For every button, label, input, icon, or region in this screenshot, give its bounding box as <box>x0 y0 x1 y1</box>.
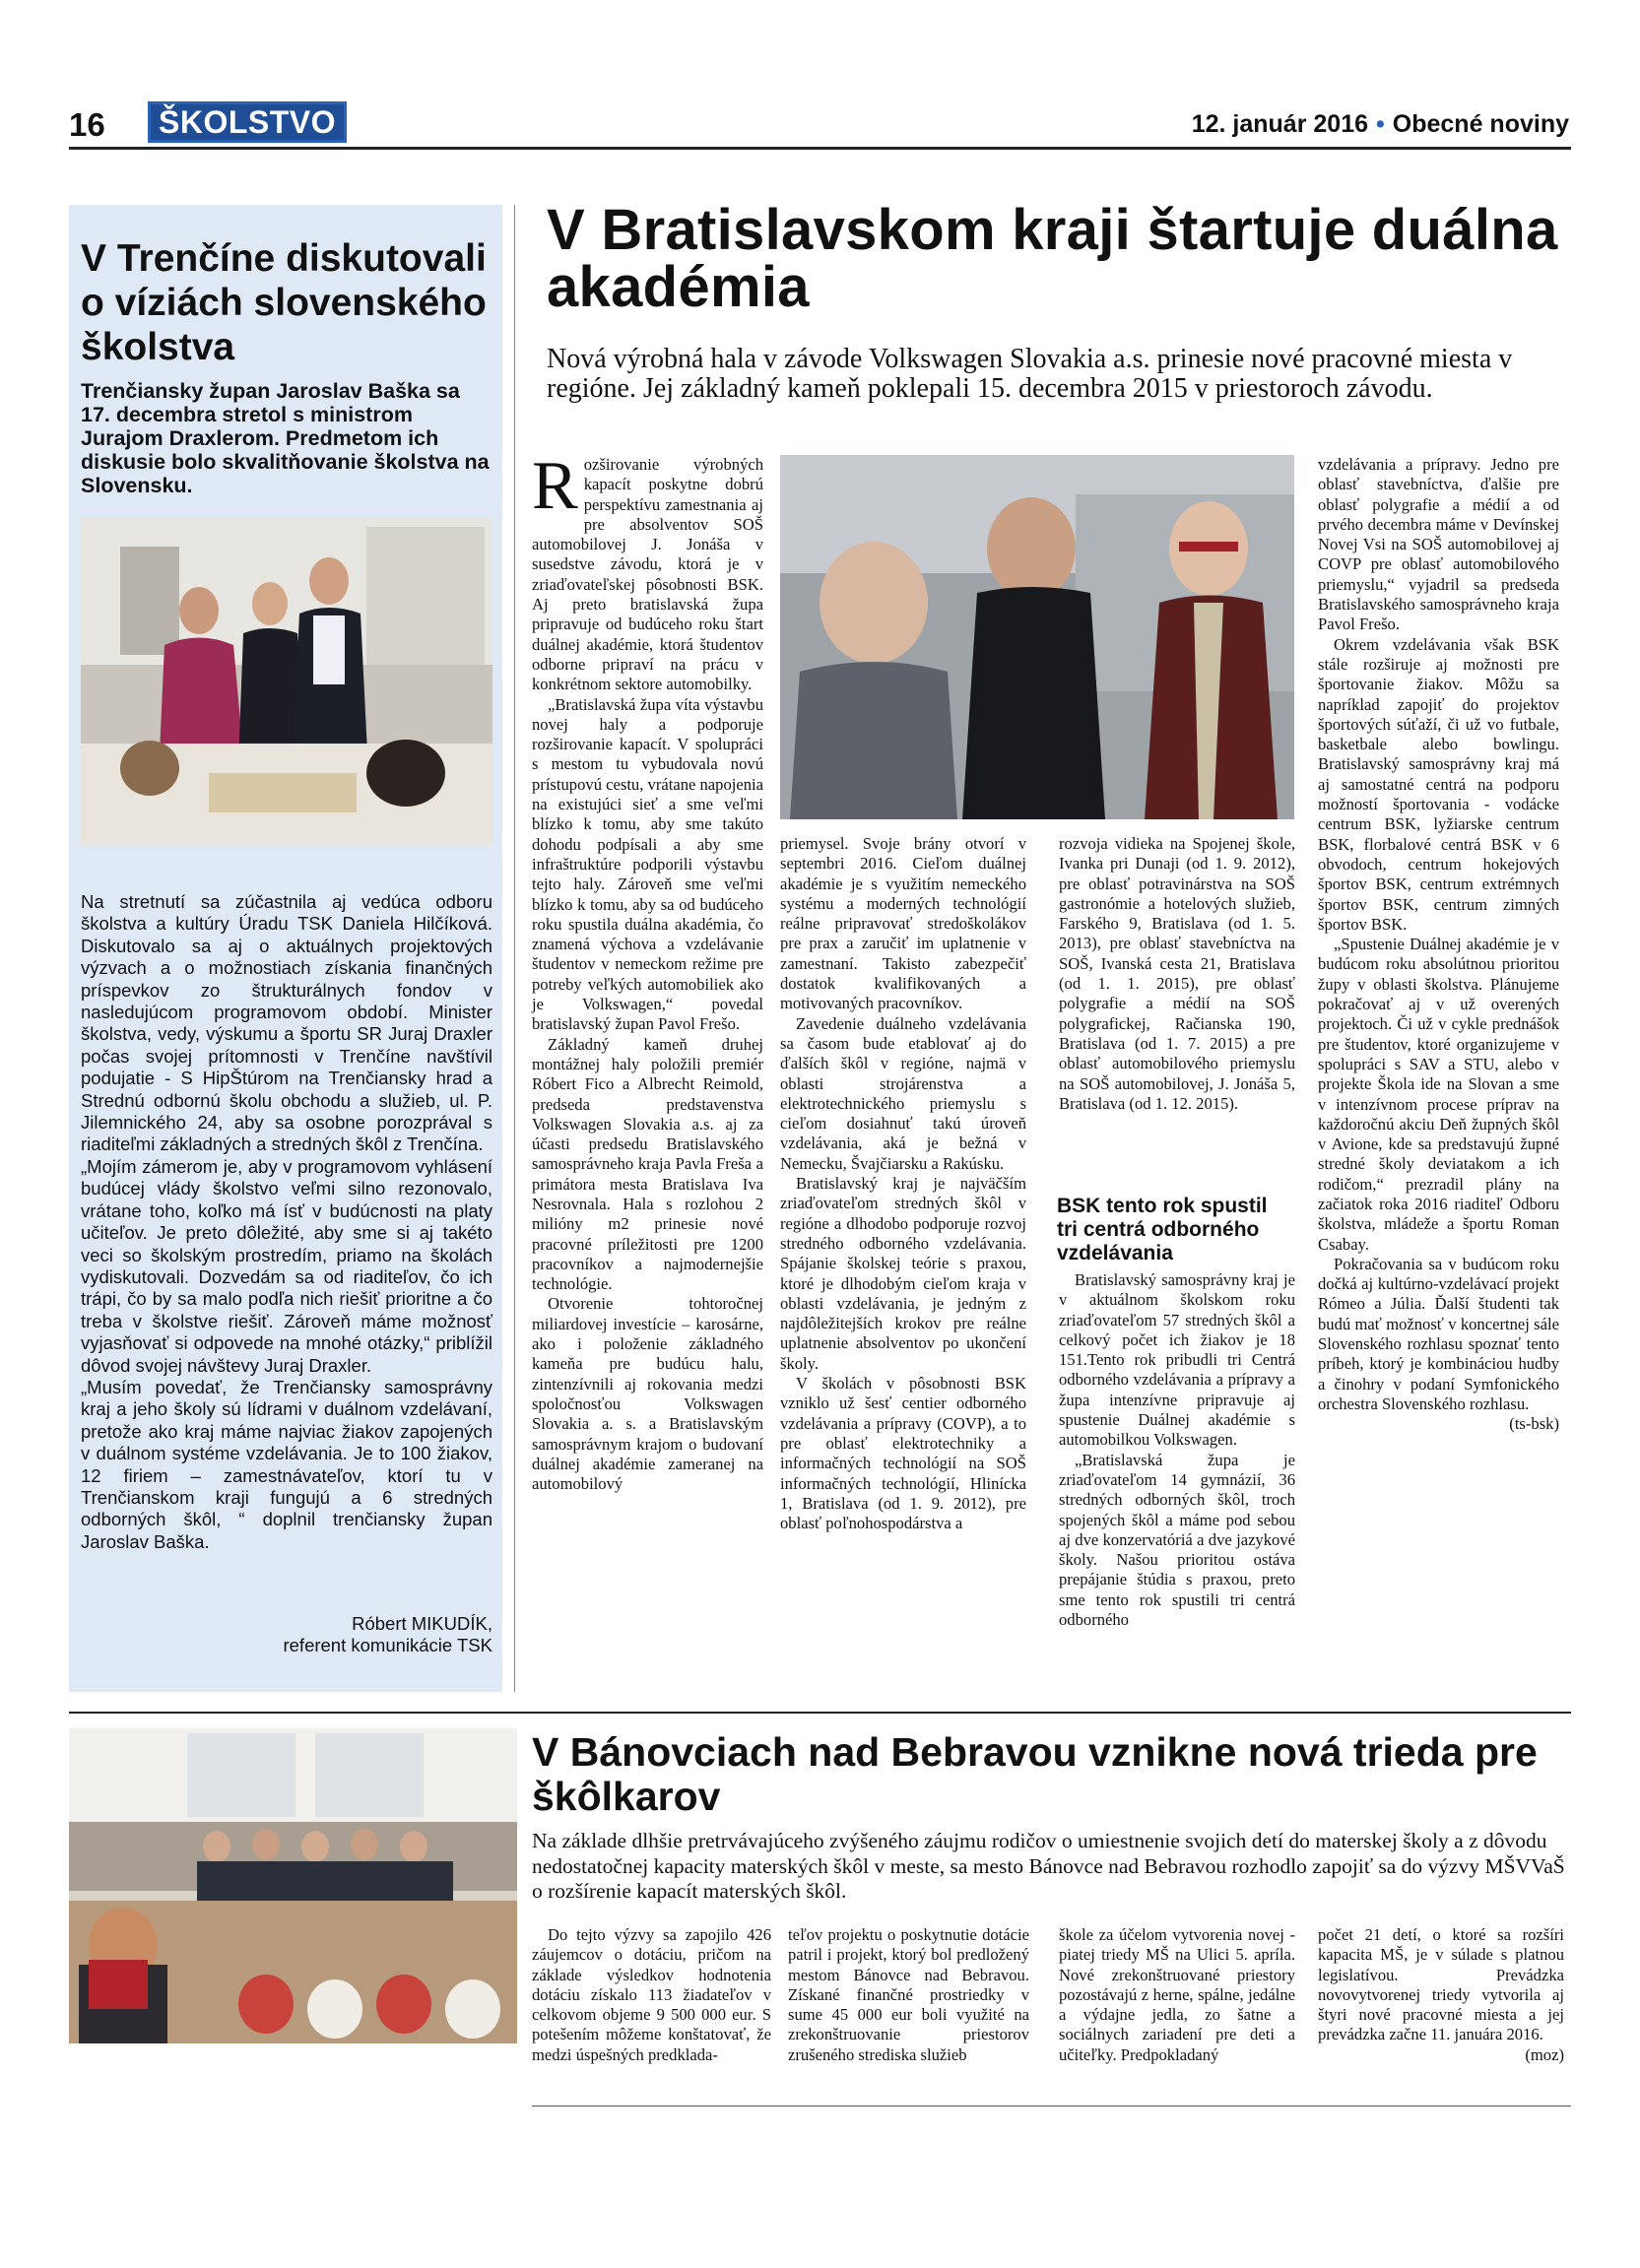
sidebar-photo <box>81 517 492 844</box>
main-paragraph: Bratislavský kraj je najväčším zriaďovateľom stredných škôl v regióne a dlhodobo podporuje rozvoj stredného odborného vzdelávania. Spájanie školskej teórie s praxou, ktoré je dlhodobým cieľom kraja v oblasti vzdelávania, je jedným z najdôležitejších krokov pre reálne uplatnenie absolventov po ukončení školy. <box>780 1174 1026 1373</box>
issue-date: 12. január 2016 <box>1191 110 1369 138</box>
sidebar-lead: Trenčiansky župan Jaroslav Baška sa 17. decembra stretol s ministrom Jurajom Draxlerom. Predmetom ich diskusie bolo skvalitňovanie školstva na Slovensku. <box>81 379 490 497</box>
bottom-photo <box>69 1728 517 2043</box>
section-tag: ŠKOLSTVO <box>148 101 347 143</box>
main-paragraph: Bratislavský samosprávny kraj je v aktuálnom školskom roku zriaďovateľom 57 stredných škôl a celkový počet ich žiakov je 18 151.Tento rok pribudli tri Centrá odborného vzdelávania a prípravy a župa intenzívne pripravuje aj spustenie Duálnej akadémie s automobilkou Volkswagen. <box>1059 1270 1295 1450</box>
bottom-paragraph: Do tejto výzvy sa zapojilo 426 záujemcov o dotáciu, pričom na základe výsledkov hodnotenia dotáciu získalo 113 žiadateľov v celkovom objeme 9 500 000 eur. S potešením môžeme konštatovať, že medzi úspešných predklada- <box>532 1925 771 2064</box>
main-column-1 <box>532 448 764 1494</box>
main-paragraph: Zavedenie duálneho vzdelávania sa časom bude etablovať aj do ďalších škôl v regióne, najmä v oblasti strojárenstva a elektrotechnického priemyslu s cieľom dosiahnuť takú úroveň vzdelávania, aká je bežná v Nemecku, Švajčiarsku a Rakúsku. <box>780 1013 1026 1173</box>
main-paragraph: V školách v pôsobnosti BSK vzniklo už šesť centier odborného vzdelávania a prípravy (COVP), a to pre oblasť elektrotechniky a informačných technológií na SOŠ informačných technológií, Hlinícka 1, Bratislava (od 1. 9. 2012), pre oblasť poľnohospodárstva a <box>780 1374 1026 1533</box>
main-paragraph: „Bratislavská župa víta výstavbu novej haly a podporuje rozširovanie kapacít. V spolupráci s mestom tu vybudovala novú prístupovú cestu, vrátane napojenia na existujúci sieť a sme veľmi blízko k tomu, aby sme takúto dohodu podpísali a aby sme infraštruktúre podporili výstavbu tejto haly. Zároveň sme veľmi blízko k tomu, aby sa od budúceho roku spustila duálna akadémia, čo znamená výchova a vzdelávanie študentov v nemeckom režime pre potreby veľkých automobiliek ako je Volkswagen,“ povedal bratislavský župan Pavol Frešo. <box>532 694 764 1034</box>
signature-role: referent komunikácie TSK <box>283 1635 492 1655</box>
bottom-headline: V Bánovciach nad Bebravou vznikne nová trieda pre škôlkarov <box>532 1729 1538 1819</box>
publication-name: Obecné noviny <box>1392 110 1569 138</box>
main-paragraph: „Bratislavská župa je zriaďovateľom 14 gymnázií, 36 stredných odborných škôl, troch spojených škôl a máme pod sebou aj dve konzervatóriá a dve jazykové školy. Našou prioritou ostáva prepájanie štúdia s praxou, preto sme tento rok spustili tri centrá odborného <box>1059 1450 1295 1630</box>
bottom-column-4 <box>1318 1925 1564 2065</box>
main-credit: (ts-bsk) <box>1509 1414 1559 1434</box>
main-column-2 <box>780 834 1026 1533</box>
sidebar-paragraph: „Mojím zámerom je, aby v programovom vyhlásení budúcej vlády školstvo veľmi silno rezonovalo, vrátane toho, koľko má ísť v budúcnosti na platy učiteľov. Je preto dôležité, aby sme si aj takéto veci so školským prostredím, priamo na školách vydiskutovali. Dozvedám sa od riaditeľov, čo ich trápi, čo by sa malo podľa nich riešiť prioritne a čo treba v školstve riešiť. Zároveň máme možnosť vyjasňovať si odpovede na mnohé otázky,“ priblížil dôvod svojej návštevy Juraj Draxler. <box>81 1155 492 1376</box>
sidebar-body <box>81 891 492 1553</box>
sidebar-headline: V Trenčíne diskutovali o víziách slovenského školstva <box>81 237 487 368</box>
main-paragraph: Pokračovania sa v budúcom roku dočká aj kultúrno-vzdelávací projekt Rómeo a Júlia. Ďalší študenti tak budú mať možnosť v koncertnej sále Slovenského rozhlasu spoznať tento príbeh, ktorý je kombináciou hudby a činohry v podaní Symfonického orchestra Slovenského rozhlasu. <box>1318 1254 1559 1413</box>
main-column-3 <box>1059 834 1295 1114</box>
bottom-lead: Na základe dlhšie pretrvávajúceho zvýšeného záujmu rodičov o umiestnenie svojich detí do materskej školy a z dôvodu nedostatočnej kapacity materských škôl v meste, sa mesto Bánovce nad Bebravou rozhodlo zapojiť sa do výzvy MŠVVaŠ o rozšírenie kapacít materských škôl. <box>532 1829 1565 1903</box>
main-paragraph: Rozširovanie výrobných kapacít poskytne dobrú perspektívu zamestnania aj pre absolventov SOŠ automobilovej J. Jonáša v susedstve závodu, ktorá je v zriaďovateľskej pôsobnosti BSK. Aj preto bratislavská župa pripravuje od budúceho roku štart duálnej akadémie, ktorá študentov odborne pripraví na prácu v konkrétnom sektore automobilky. <box>532 448 763 694</box>
bottom-credit: (moz) <box>1525 2044 1564 2064</box>
main-paragraph: Okrem vzdelávania však BSK stále rozširuje aj možnosti pre športovanie žiakov. Môžu sa napríklad zapojiť do projektov športových súťaží, či už vo futbale, basketbale alebo bowlingu. Bratislavský samosprávny kraj má aj samostatné centrá na podporu možností športovania - vodácke centrum BSK, lyžiarske centrum BSK, florbalové centrá BSK v 6 obvodoch, centrum hokejových športov BSK, centrum extrémnych športov BSK, centrum zimných športov BSK. <box>1318 634 1559 934</box>
main-paragraph: rozvoja vidieka na Spojenej škole, Ivanka pri Dunaji (od 1. 9. 2012), pre oblasť potravinárstva na SOŠ gastronómie a hotelových služieb, Farského 9, Bratislava (od 1. 5. 2013), pre oblasť stavebníctva na SOŠ, Ivanská cesta 21, Bratislava (od 1. 1. 2015), pre oblasť polygrafie a médií na SOŠ polygrafickej, Račianska 190, Bratislava (od 1. 7. 2015) a pre oblasť automobilového priemyslu na SOŠ automobilovej, J. Jonáša 5, Bratislava (od 1. 12. 2015). <box>1059 834 1295 1113</box>
main-paragraph: Otvorenie tohtoročnej miliardovej investície – karosárne, ako i položenie základného kameňa pre budúcu halu, zintenzívnili aj rokovania medzi spoločnosťou Volkswagen Slovakia a. s. a Bratislavským samosprávnym krajom o budovaní duálnej akadémie zameranej na automobilový <box>532 1294 763 1494</box>
sidebar-signature <box>81 1613 492 1656</box>
signature-name: Róbert MIKUDÍK, <box>352 1613 492 1634</box>
bottom-column-2 <box>788 1925 1029 2065</box>
main-headline: V Bratislavskom kraji štartuje duálna akadémia <box>547 198 1558 319</box>
bottom-column-1 <box>532 1925 771 2065</box>
main-subheading: BSK tento rok spustil tri centrá odborného vzdelávania <box>1057 1195 1268 1264</box>
main-paragraph: priemysel. Svoje brány otvorí v septembri 2016. Cieľom duálnej akadémie je s využitím nemeckého systému a moderných technológií reálne pripravovať stredoškolákov pre prax a zaručiť im uplatnenie v zamestnaní. Takisto zabezpečiť dostatok kvalifikovaných a motivovaných pracovníkov. <box>780 834 1026 1013</box>
bottom-paragraph: teľov projektu o poskytnutie dotácie patril i projekt, ktorý bol predložený mestom Bánovce nad Bebravou. Získané finančné prostriedky v sume 45 000 eur boli využité na zrekonštruovanie priestorov zrušeného strediska služieb <box>788 1925 1029 2064</box>
separator-dot: • <box>1376 110 1385 138</box>
main-lead: Nová výrobná hala v závode Volkswagen Slovakia a.s. prinesie nové pracovné miesta v regióne. Jej základný kameň poklepali 15. decembra 2015 v priestoroch závodu. <box>547 344 1513 404</box>
main-paragraph: vzdelávania a prípravy. Jedno pre oblasť stavebníctva, ďalšie pre oblasť polygrafie a médií a od prvého decembra máme v Devínskej Novej Vsi na SOŠ automobilovej aj COVP pre oblasť automobilového priemyslu,“ vyjadril sa predseda Bratislavského samosprávneho kraja Pavol Frešo. <box>1318 455 1559 634</box>
main-column-3b <box>1059 1270 1295 1630</box>
bottom-paragraph: škole za účelom vytvorenia novej - piatej triedy MŠ na Ulici 5. apríla. Nové zrekonštruované priestory pozostávajú z herne, spálne, jedálne a výdajne jedla, zo šatne a sociálnych zariadení pre deti a učiteľky. Predpokladaný <box>1059 1925 1295 2064</box>
main-paragraph: Základný kameň druhej montážnej haly položili premiér Róbert Fico a Albrecht Reimold, predseda predstavenstva Volkswagen Slovakia a.s. aj za účasti predsedu Bratislavského samosprávneho kraja Pavla Frešа a primátora mesta Bratislava Iva Nesrovnala. Hala s rozlohou 2 milióny m2 prinesie nové pracovné príležitosti pre 1200 pracovníkov a najmodernejšie technológie. <box>532 1034 763 1294</box>
main-photo <box>780 455 1294 819</box>
header-rule <box>69 147 1571 150</box>
sidebar-paragraph: Na stretnutí sa zúčastnila aj vedúca odboru školstva a kultúry Úradu TSK Daniela Hilčíková. Diskutovalo sa aj o aktuálnych projektových výzvach a o možnostiach získania finančných príspevkov zo štrukturálnych fondov v nasledujúcom programovom období. Minister školstva, vedy, výskumu a športu SR Juraj Draxler počas svojej prítomnosti v Trenčíne navštívil podujatie - S HipŠtúrom na Trenčiansky hrad a Strednú odbornú školu obchodu a služieb, ul. P. Jilemnického 24, aby sa osobne porozprával s riaditeľmi základných a stredných škôl z Trenčína. <box>81 891 492 1155</box>
sidebar-paragraph: „Musím povedať, že Trenčiansky samosprávny kraj a jeho školy sú lídrami v duálnom vzdelávaní, pretože ako kraj máme najviac žiakov zapojených v duálnom systéme vzdelávania. Je to 100 žiakov, 12 firiem – zamestnávateľov, ktorí tu v Trenčianskom kraji fungujú a 6 stredných odborných škôl, “ doplnil trenčiansky župan Jaroslav Baška. <box>81 1376 492 1552</box>
main-column-4 <box>1318 455 1559 1435</box>
page-number: 16 <box>69 106 105 143</box>
bottom-paragraph: počet 21 detí, o ktoré sa rozšíri kapacita MŠ, je v súlade s platnou legislatívou. Prevádzka novovytvorenej triedy vytvorila aj štyri nové pracovné miesta a jej prevádzka začne 11. januára 2016. <box>1318 1925 1564 2044</box>
section-rule <box>69 1712 1571 1714</box>
main-paragraph: „Spustenie Duálnej akadémie je v budúcom roku absolútnou prioritou župy v oblasti školstva. Plánujeme pokračovať aj v už overených projektoch. Či už v cykle prednášok pre študentov, ktoré organizujeme v spolupráci s SAV a STU, alebo v projekte Škola ide na Slovan a sme v intenzívnom procese príprav na každoročnú akciu Deň župných škôl v Avione, kde sa predstavujú župné stredné školy deviatakom a ich rodičom,“ prezradil plány na začiatok roka 2016 riaditeľ Odboru školstva, mládeže a športu Roman Csabay. <box>1318 935 1559 1254</box>
sidebar-divider <box>514 205 515 1692</box>
issue-info <box>1192 110 1569 139</box>
drop-cap: R <box>532 448 578 524</box>
bottom-column-3 <box>1059 1925 1295 2065</box>
